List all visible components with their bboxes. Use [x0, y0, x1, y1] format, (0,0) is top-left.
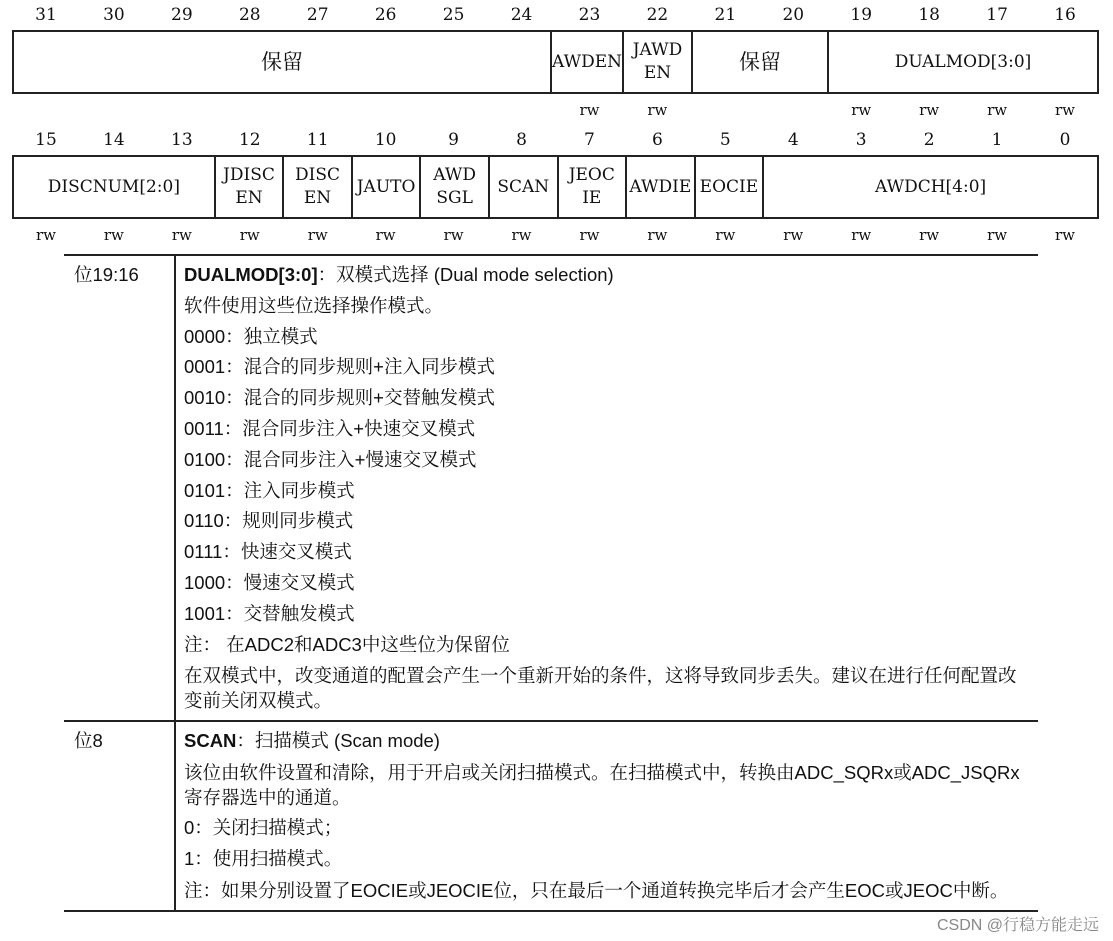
- bit-numbers-low: [12, 130, 1099, 150]
- bit-number: 19: [850, 5, 873, 25]
- bit-number: 6: [651, 130, 663, 150]
- register-field: AWD SGL: [419, 157, 488, 217]
- desc-line: 1000：慢速交叉模式: [184, 571, 355, 593]
- bit-position: 位8: [64, 721, 175, 910]
- bit-number: 13: [171, 130, 193, 150]
- bit-description: [175, 255, 1038, 721]
- access-type: rw: [851, 101, 872, 119]
- access-type: rw: [239, 226, 260, 244]
- access-type: [759, 101, 827, 119]
- access-type: rw: [511, 226, 532, 244]
- access-type: rw: [35, 226, 56, 244]
- desc-paragraph: 该位由软件设置和清除，用于开启或关闭扫描模式。在扫描模式中，转换由ADC_SQRx或ADC_JSQRx寄存器选中的通道。: [184, 762, 1020, 809]
- register-field: AWDIE: [625, 157, 694, 217]
- register-field: EOCIE: [694, 157, 763, 217]
- access-type: rw: [375, 226, 396, 244]
- register-field: JAUTO: [351, 157, 420, 217]
- desc-line: 0111：快速交叉模式: [184, 541, 352, 563]
- bit-description-table: [64, 254, 1038, 912]
- access-type: rw: [307, 226, 328, 244]
- bit-number: 24: [510, 5, 533, 25]
- bit-number: 16: [1054, 5, 1076, 25]
- desc-line: 1001：交替触发模式: [184, 602, 355, 624]
- bit-number: 8: [516, 130, 527, 150]
- access-type: [80, 101, 148, 119]
- register-row-high: [12, 30, 1099, 94]
- bit-number: 12: [238, 130, 261, 150]
- access-type: rw: [579, 101, 600, 119]
- access-type: rw: [647, 226, 668, 244]
- access-type: rw: [851, 226, 872, 244]
- access-type: [420, 101, 488, 119]
- desc-line: 0011：混合同步注入+快速交叉模式: [184, 417, 476, 439]
- register-field: DISCNUM[2:0]: [47, 176, 180, 197]
- access-type: rw: [647, 101, 668, 119]
- bit-number: 23: [578, 5, 601, 25]
- bit-numbers-high: [12, 5, 1099, 25]
- bit-number: 5: [719, 130, 731, 150]
- bit-number: 31: [35, 5, 57, 25]
- bit-number: 11: [306, 130, 329, 150]
- access-type: rw: [171, 226, 192, 244]
- register-field: JEOC IE: [557, 157, 626, 217]
- access-type: rw: [1055, 226, 1076, 244]
- register-field: AWDEN: [550, 32, 622, 92]
- access-type: rw: [103, 226, 124, 244]
- access-type: rw: [919, 101, 940, 119]
- access-type: rw: [579, 226, 600, 244]
- desc-line: 0010：混合的同步规则+交替触发模式: [184, 387, 495, 409]
- desc-line: 1：使用扫描模式。: [184, 847, 343, 869]
- bit-number: 0: [1059, 130, 1071, 150]
- access-type: [148, 101, 216, 119]
- access-type: [284, 101, 352, 119]
- bit-number: 22: [646, 5, 669, 25]
- bit-position: 位19:16: [64, 255, 175, 721]
- access-type: rw: [919, 226, 940, 244]
- desc-line: 0110：规则同步模式: [184, 510, 354, 532]
- bit-number: 18: [918, 5, 940, 25]
- register-field: DISC EN: [282, 157, 351, 217]
- desc-line: 0101：注入同步模式: [184, 479, 355, 501]
- bit-number: 4: [787, 130, 799, 150]
- desc-paragraph: 在双模式中，改变通道的配置会产生一个重新开始的条件，这将导致同步丢失。建议在进行任何配置改变前关闭双模式。: [184, 665, 1017, 712]
- bit-number: 17: [986, 5, 1008, 25]
- bit-number: 2: [923, 130, 935, 150]
- bit-number: 20: [782, 5, 805, 25]
- field-name: DUALMOD[3:0]: [184, 264, 318, 285]
- bit-number: 21: [714, 5, 737, 25]
- bit-number: 10: [374, 130, 397, 150]
- desc-row-dualmod: [64, 255, 1038, 721]
- bit-number: 1: [991, 130, 1003, 150]
- access-type: rw: [443, 226, 464, 244]
- register-field: 保留: [261, 49, 303, 74]
- register-field: 保留: [691, 32, 827, 92]
- bit-number: 25: [442, 5, 465, 25]
- access-row-low: [12, 226, 1099, 244]
- access-type: [352, 101, 420, 119]
- bit-number: 7: [584, 130, 595, 150]
- access-type: rw: [1055, 101, 1076, 119]
- bit-number: 15: [35, 130, 57, 150]
- bit-number: 26: [374, 5, 397, 25]
- desc-line: 软件使用这些位选择操作模式。: [184, 294, 444, 316]
- watermark: CSDN @行稳方能走远: [936, 917, 1099, 934]
- register-field: SCAN: [488, 157, 557, 217]
- access-type: rw: [987, 101, 1008, 119]
- register-field: AWDCH[4:0]: [762, 157, 1097, 217]
- access-type: [691, 101, 759, 119]
- register-field: JDISC EN: [214, 157, 283, 217]
- register-field: JAWD EN: [622, 32, 691, 92]
- bit-number: 14: [103, 130, 125, 150]
- access-type: rw: [715, 226, 736, 244]
- desc-row-scan: [64, 721, 1038, 910]
- bit-number: 3: [855, 130, 867, 150]
- desc-line: 0001：混合的同步规则+注入同步模式: [184, 356, 495, 378]
- field-title-text: ：双模式选择 (Dual mode selection): [317, 264, 614, 285]
- access-type: rw: [987, 226, 1008, 244]
- access-row-high: [12, 101, 1099, 119]
- field-title: [184, 260, 1030, 291]
- desc-line: 0：关闭扫描模式；: [184, 817, 343, 839]
- register-field: DUALMOD[3:0]: [827, 32, 1097, 92]
- field-title: [184, 726, 1030, 757]
- access-type: [12, 101, 80, 119]
- field-name: SCAN: [184, 730, 237, 752]
- bit-number: 9: [448, 130, 459, 150]
- access-type: [488, 101, 556, 119]
- bit-number: 27: [306, 5, 329, 25]
- desc-note: 注：如果分别设置了EOCIE或JEOCIE位，只在最后一个通道转换完毕后才会产生EOC或JEOC中断。: [184, 879, 1009, 901]
- bit-number: 29: [171, 5, 193, 25]
- desc-line: 0100：混合同步注入+慢速交叉模式: [184, 448, 477, 470]
- desc-note: 注： 在ADC2和ADC3中这些位为保留位: [184, 633, 510, 655]
- desc-line: 0000：独立模式: [184, 325, 318, 347]
- bit-number: 28: [238, 5, 261, 25]
- bit-number: 30: [103, 5, 125, 25]
- field-title-text: ：扫描模式 (Scan mode): [236, 730, 440, 752]
- register-row-low: [12, 155, 1099, 219]
- access-type: rw: [783, 226, 804, 244]
- access-type: [216, 101, 284, 119]
- bit-description: [175, 721, 1038, 910]
